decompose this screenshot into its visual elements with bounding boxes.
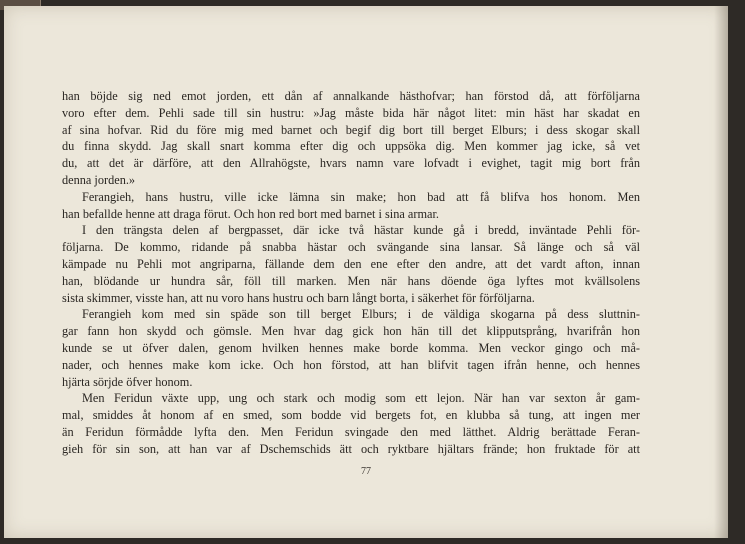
book-page <box>4 6 728 538</box>
text-line: Ferangieh kom med sin späde son till berget Elburs; i de väldiga skogarna på dess sluttnin- <box>82 307 640 322</box>
page-number: 77 <box>361 466 371 477</box>
text-line: kämpade nu Pehli mot angriparna, fällande dem den ene efter den andre, att det vardt afton, innan <box>62 256 640 271</box>
text-line: voro efter dem. Pehli sade till sin hustru: »Jag måste bida här något litet: min häst har skadat en <box>62 105 640 120</box>
text-line: Men Feridun växte upp, ung och stark och modig som ett lejon. När han var sexton år gam- <box>82 391 640 406</box>
text-line: följarna. De kommo, ridande på snabba hästar och svängande sina lansar. Så länge och så väl <box>62 240 640 255</box>
text-line: gar fann hon skydd och gömsle. Men hvar dag gick hon hän till det klipputsprång, hvarifrån hon <box>62 324 640 339</box>
text-line: han befallde henne att draga förut. Och hon red bort med barnet i sina armar. <box>62 206 439 221</box>
text-line: af sina hofvar. Rid du före mig med barnet och begif dig bort till berget Elburs; i dess skogar skall <box>62 122 640 137</box>
text-line: han, blödande ur hundra sår, föll till marken. Men när hans döende öga lyftes mot kvällsolens <box>62 273 640 288</box>
text-line: I den trängsta delen af bergpasset, där icke två hästar kunde gå i bredd, inväntade Pehli för- <box>82 223 640 238</box>
text-line: du, att det är därföre, att den Allrahögste, hvars namn vare lofvadt i evighet, tagit mig bort från <box>62 156 640 171</box>
text-line: gieh för sin son, att han var af Dschemschids ätt och ryktbare hjältars frände; hon fruktade för att <box>62 441 640 456</box>
text-line: sista skimmer, visste han, att nu voro hans hustru och barn långt borta, i säkerhet för förföljarna. <box>62 290 535 305</box>
text-line: han böjde sig ned emot jorden, ett dån af annalkande hästhofvar; han förstod då, att förföljarna <box>62 89 640 103</box>
body-text <box>62 88 640 458</box>
text-line: mal, smiddes åt honom af en smed, som bodde vid bergets fot, en klubba så tung, att ingen mer <box>62 408 640 423</box>
text-line: hjärta sörjde öfver honom. <box>62 374 193 389</box>
text-line: denna jorden.» <box>62 172 136 187</box>
text-line: nader, och hennes make kom icke. Och hon förstod, att han blifvit tagen ifrån henne, och hennes <box>62 357 640 372</box>
text-line: kunde se ut öfver dalen, genom hvilken hennes make borde komma. Men veckor gingo och må- <box>62 340 640 355</box>
text-line: du finna skydd. Jag skall snart komma efter dig och uppsöka dig. Men kommer jag icke, så vet <box>62 139 640 154</box>
text-line: Ferangieh, hans hustru, ville icke lämna sin make; hon bad att få blifva hos honom. Men <box>82 189 640 204</box>
text-line: än Feridun förmådde lyfta den. Men Feridun svingade den med lätthet. Aldrig berättade Feran- <box>62 424 640 439</box>
